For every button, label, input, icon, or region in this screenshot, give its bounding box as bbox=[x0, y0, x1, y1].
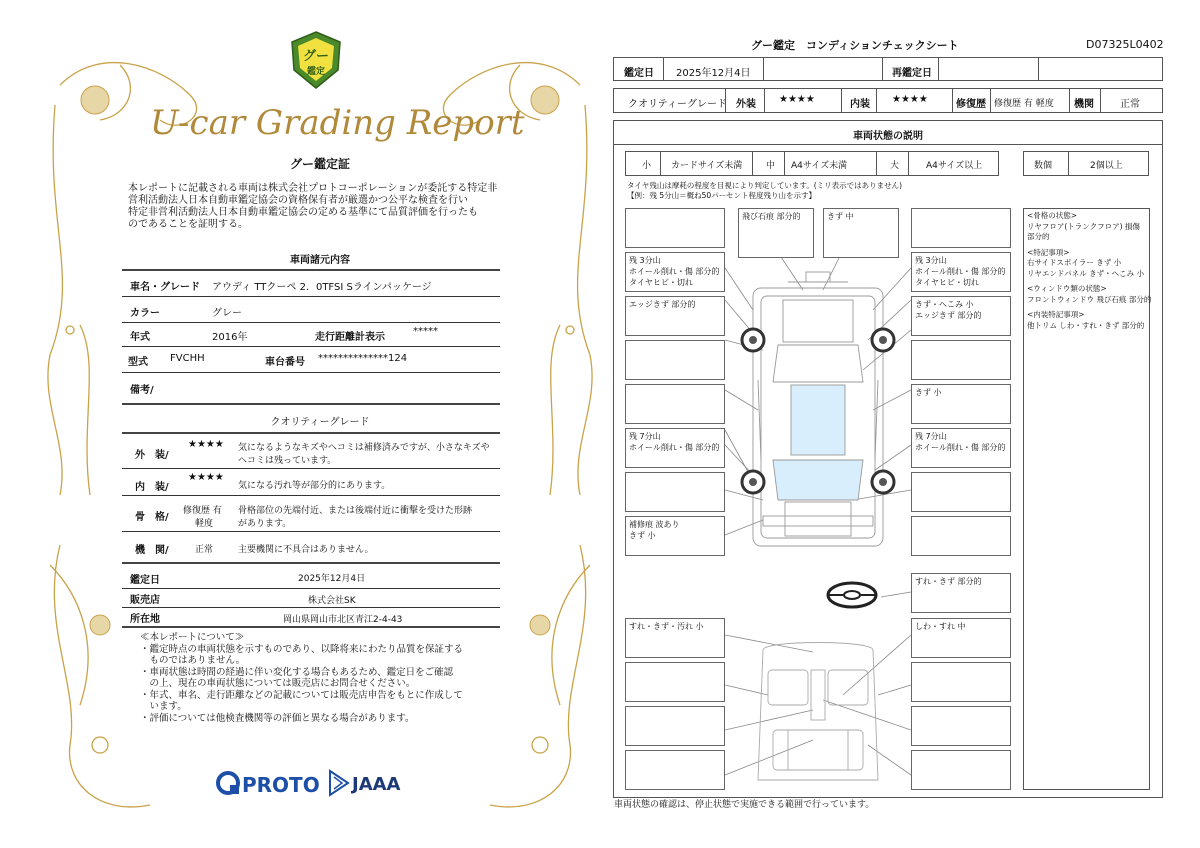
engine-value: 正常 bbox=[1120, 99, 1140, 110]
steering-condition-box bbox=[911, 573, 1011, 613]
goo-appraisal-badge-icon bbox=[288, 30, 344, 92]
report-notes bbox=[140, 632, 463, 724]
condition-box bbox=[911, 516, 1011, 556]
condition-box bbox=[911, 252, 1011, 292]
note-heading: <内装特記事項> bbox=[1027, 310, 1085, 319]
condition-text: ホイール削れ・傷 部分的 bbox=[629, 267, 720, 276]
condition-box bbox=[738, 208, 814, 258]
mileage-label: 走行距離計表示 bbox=[315, 332, 385, 343]
engine-label: 機 関/ bbox=[135, 545, 169, 556]
condition-box bbox=[625, 472, 725, 512]
note-line: ・車両状態は時間の経過に伴い変化する場合もあるため、鑑定日をご確認 bbox=[140, 666, 454, 678]
tire-note: 【例：残 5分山＝概ね50パーセント程度残り山を示す】 bbox=[627, 191, 817, 200]
address-label: 所在地 bbox=[130, 614, 160, 625]
interior-grade: ★★★★ bbox=[188, 472, 224, 483]
appraisal-date-value: 2025年12月4日 bbox=[298, 574, 366, 584]
reappraisal-label: 再鑑定日 bbox=[892, 68, 932, 79]
note-line: 部分的 bbox=[1027, 232, 1050, 241]
condition-box bbox=[625, 296, 725, 336]
repair-history-label: 修復歴 bbox=[956, 99, 986, 110]
condition-text: 残 3分山 bbox=[629, 256, 661, 265]
interior-label: 内 装/ bbox=[135, 482, 169, 493]
condition-box bbox=[625, 384, 725, 424]
condition-text: タイヤヒビ・切れ bbox=[629, 278, 693, 287]
intro-line: のであることを証明する。 bbox=[128, 219, 248, 230]
exterior-desc: 気になるようなキズやヘコミは補修済みですが、小さなキズや bbox=[238, 443, 490, 453]
condition-box bbox=[911, 428, 1011, 468]
interior-condition-box bbox=[911, 750, 1011, 790]
condition-box bbox=[911, 472, 1011, 512]
name-value: アウディ TTクーペ 2．0TFSI Sラインパッケージ bbox=[212, 282, 432, 293]
jaaa-logo-text: JAAA bbox=[352, 774, 401, 795]
appraisal-date-label: 鑑定日 bbox=[130, 575, 160, 586]
exterior-label: 外装 bbox=[736, 99, 756, 110]
note-heading: <ウィンドウ類の状態> bbox=[1027, 284, 1107, 293]
condition-text: エッジきず 部分的 bbox=[629, 300, 696, 309]
note-line: の上、現在の車両状態については販売店にお問合せください。 bbox=[140, 678, 416, 689]
legend-count-desc: 2個以上 bbox=[1090, 161, 1123, 171]
condition-box bbox=[625, 516, 725, 556]
engine-grade: 正常 bbox=[195, 545, 214, 555]
legend-small: 小 bbox=[642, 161, 652, 171]
condition-box bbox=[911, 296, 1011, 336]
condition-box bbox=[823, 208, 899, 258]
dealer-value: 株式会社SK bbox=[308, 596, 356, 606]
interior-desc: 気になる汚れ等が部分的にあります。 bbox=[238, 481, 391, 491]
steering-wheel-icon bbox=[828, 583, 876, 607]
condition-text: 飛び石痕 部分的 bbox=[742, 212, 801, 221]
condition-text: タイヤヒビ・切れ bbox=[915, 278, 979, 287]
condition-box bbox=[625, 340, 725, 380]
sheet-footer: 車両状態の確認は、停止状態で実施できる範囲で行っています。 bbox=[614, 800, 875, 810]
frame-desc: があります。 bbox=[238, 519, 292, 529]
interior-condition-box bbox=[625, 618, 725, 658]
condition-text: ホイール削れ・傷 部分的 bbox=[915, 267, 1006, 276]
size-legend bbox=[625, 151, 999, 176]
quality-section-title: クオリティーグレード bbox=[270, 417, 370, 428]
quality-grade-label: クオリティーグレード bbox=[628, 99, 727, 110]
condition-box bbox=[625, 428, 725, 468]
dealer-label: 販売店 bbox=[130, 595, 160, 606]
remarks-label: 備考/ bbox=[130, 385, 154, 396]
quality-grade-row bbox=[613, 88, 1163, 113]
exterior-value: ★★★★ bbox=[779, 94, 815, 105]
condition-text: 残 3分山 bbox=[915, 256, 947, 265]
address-value: 岡山県岡山市北区青江2-4-43 bbox=[283, 615, 403, 625]
chassis-label: 車台番号 bbox=[265, 357, 305, 368]
model-value: FVCHH bbox=[170, 353, 205, 364]
interior-condition-box bbox=[625, 706, 725, 746]
note-line: ・評価については他検査機関等の評価と異なる場合があります。 bbox=[140, 712, 415, 724]
chassis-value: **************124 bbox=[318, 353, 408, 364]
frame-label: 骨 格/ bbox=[135, 512, 169, 523]
condition-text: きず 中 bbox=[827, 212, 854, 221]
color-value: グレー bbox=[212, 308, 242, 319]
interior-condition-box bbox=[911, 662, 1011, 702]
note-line: 他トリム しわ・すれ・きず 部分的 bbox=[1027, 320, 1145, 330]
script-title: U-car Grading Report bbox=[150, 103, 525, 143]
frame-grade: 修復歴 有 bbox=[183, 506, 222, 516]
interior-outline bbox=[758, 643, 878, 781]
note-line: フロントウィンドウ 飛び石痕 部分的 bbox=[1027, 294, 1152, 304]
condition-box bbox=[625, 252, 725, 292]
condition-text: 残 7分山 bbox=[915, 432, 947, 441]
date-label: 鑑定日 bbox=[624, 68, 654, 79]
intro-line: 特定非営利活動法人日本自動車鑑定協会の定める基準にて品質評価を行ったも bbox=[128, 207, 478, 218]
condition-text: すれ・きず 部分的 bbox=[915, 577, 982, 586]
legend-large: 大 bbox=[890, 161, 900, 171]
special-notes-panel bbox=[1023, 208, 1150, 790]
condition-text: ホイール削れ・傷 部分的 bbox=[915, 443, 1006, 452]
condition-box bbox=[911, 208, 1011, 248]
interior-condition-box bbox=[625, 750, 725, 790]
interior-condition-box bbox=[911, 618, 1011, 658]
jaaa-logo-icon bbox=[328, 769, 350, 797]
proto-logo-text: PROTO bbox=[242, 773, 320, 797]
year-value: 2016年 bbox=[212, 332, 248, 343]
condition-text: しわ・すれ 中 bbox=[915, 622, 966, 631]
tire-note: タイヤ残山は摩耗の程度を目視により判定しています。(ミリ表示ではありません) bbox=[627, 181, 903, 190]
condition-box bbox=[911, 384, 1011, 424]
proto-logo-icon bbox=[215, 770, 241, 796]
legend-mid: 中 bbox=[766, 161, 776, 171]
condition-text: エッジきず 部分的 bbox=[915, 311, 982, 320]
count-legend bbox=[1023, 151, 1149, 176]
legend-small-desc: カードサイズ未満 bbox=[671, 161, 743, 171]
note-line: リヤフロア(トランクフロア) 損傷 bbox=[1027, 221, 1140, 231]
intro-line: 営利活動法人日本自動車鑑定協会の資格保有者が厳選かつ公平な検査を行い bbox=[128, 195, 468, 206]
condition-text: きず・へこみ 小 bbox=[915, 300, 974, 309]
note-line: ものではありません。 bbox=[140, 655, 246, 666]
legend-large-desc: A4サイズ以上 bbox=[926, 161, 983, 171]
intro-text bbox=[128, 183, 497, 231]
note-line: リヤエンドパネル きず・へこみ 小 bbox=[1027, 268, 1144, 278]
intro-line: 本レポートに記載される車両は株式会社プロトコーポレーションが委託する特定非 bbox=[128, 183, 498, 194]
exterior-desc: ヘコミは残っています。 bbox=[238, 456, 337, 466]
exterior-grade: ★★★★ bbox=[188, 439, 224, 450]
legend-count: 数個 bbox=[1034, 161, 1053, 171]
notes-title: ≪本レポートについて≫ bbox=[140, 632, 245, 643]
spec-section-title: 車両諸元内容 bbox=[290, 255, 350, 266]
interior-condition-box bbox=[911, 706, 1011, 746]
exterior-label: 外 装/ bbox=[135, 450, 169, 461]
frame-desc: 骨格部位の先端付近、または後端付近に衝撃を受けた形跡 bbox=[238, 506, 473, 516]
note-line: ・鑑定時点の車両状態を示すものであり、以降将来にわたり品質を保証する bbox=[140, 643, 464, 655]
condition-text: きず 小 bbox=[915, 388, 942, 397]
model-label: 型式 bbox=[128, 357, 148, 368]
frame-grade-level: 軽度 bbox=[195, 519, 214, 529]
svg-text:グー: グー bbox=[302, 49, 330, 64]
condition-text: きず 小 bbox=[629, 531, 656, 540]
interior-value: ★★★★ bbox=[892, 94, 928, 105]
condition-text: 補修痕 波あり bbox=[629, 520, 680, 529]
date-value: 2025年12月4日 bbox=[676, 68, 751, 79]
interior-condition-box bbox=[625, 662, 725, 702]
condition-box bbox=[625, 208, 725, 248]
note-heading: <骨格の状態> bbox=[1027, 211, 1078, 220]
car-body-outline bbox=[753, 272, 883, 546]
condition-text: 残 7分山 bbox=[629, 432, 661, 441]
name-label: 車名・グレード bbox=[130, 282, 200, 293]
document-id: D07325L0402 bbox=[1086, 38, 1164, 51]
grading-certificate bbox=[40, 25, 600, 825]
note-heading: <特記事項> bbox=[1027, 247, 1070, 257]
engine-label: 機関 bbox=[1074, 99, 1094, 110]
note-line: 右サイドスポイラー きず 小 bbox=[1027, 258, 1122, 267]
condition-text: ホイール削れ・傷 部分的 bbox=[629, 443, 720, 452]
repair-history-value: 修復歴 有 軽度 bbox=[994, 99, 1054, 109]
legend-mid-desc: A4サイズ未満 bbox=[791, 161, 848, 171]
color-label: カラー bbox=[130, 308, 160, 319]
appraisal-date-row bbox=[613, 57, 1163, 81]
interior-label: 内装 bbox=[850, 99, 870, 110]
note-line: います。 bbox=[140, 701, 187, 712]
mileage-value: ***** bbox=[413, 326, 438, 337]
sheet-title: グー鑑定 コンディションチェックシート bbox=[751, 39, 959, 52]
condition-box bbox=[911, 340, 1011, 380]
svg-text:鑑定: 鑑定 bbox=[306, 67, 326, 77]
note-line: ・年式、車名、走行距離などの記載については販売店申告をもとに作成して bbox=[140, 689, 463, 701]
year-label: 年式 bbox=[130, 332, 150, 343]
certificate-title: グー鑑定証 bbox=[289, 157, 350, 171]
engine-desc: 主要機関に不具合はありません。 bbox=[238, 545, 374, 555]
condition-title: 車両状態の説明 bbox=[853, 131, 923, 142]
condition-text: すれ・きず・汚れ 小 bbox=[629, 622, 704, 631]
